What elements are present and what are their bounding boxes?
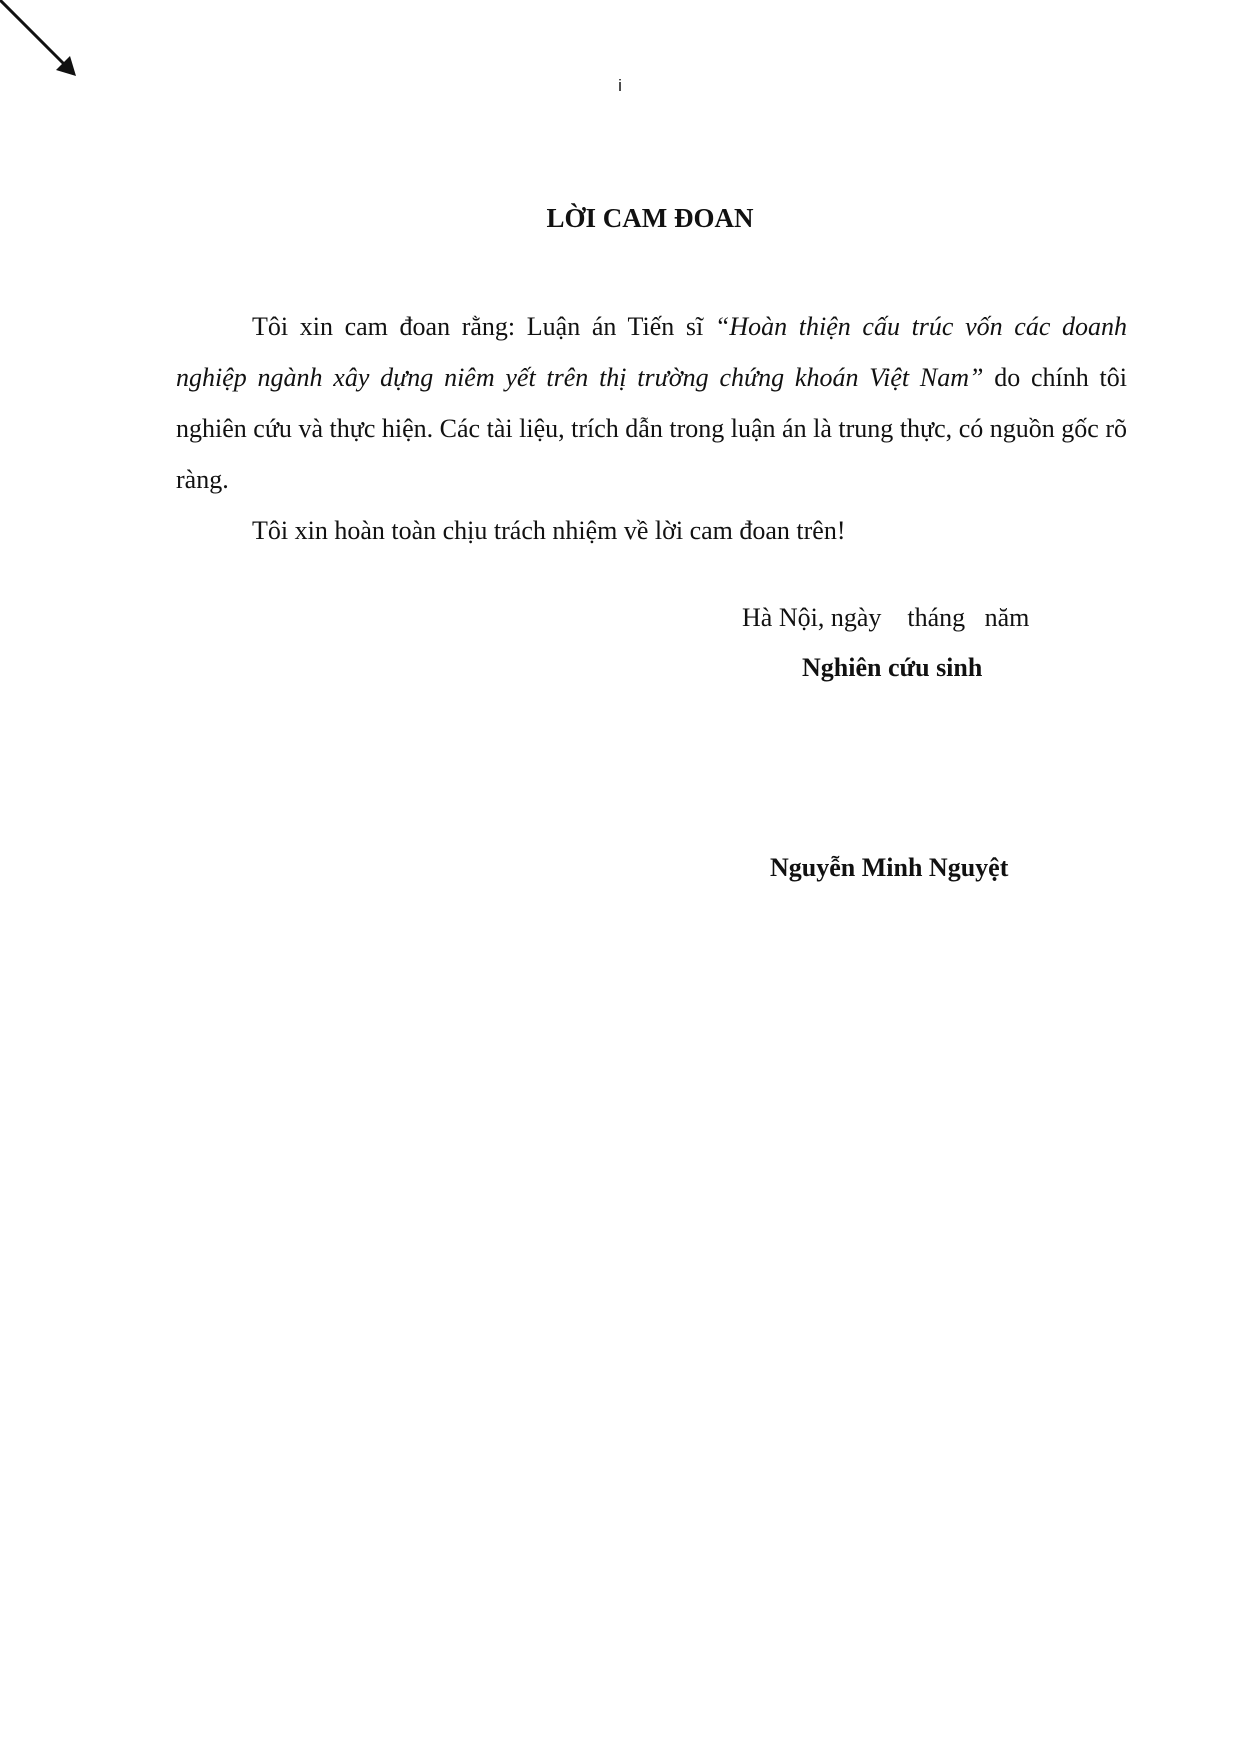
paragraph-rest: do chính tôi nghiên cứu và thực hiện. Các tài liệu, trích dẫn trong luận án là trung thực, có nguồn gốc rõ ràng. — [176, 363, 1127, 494]
page-title: LỜI CAM ĐOAN — [546, 203, 754, 233]
page-number: i — [618, 76, 622, 95]
declaration-body — [176, 301, 1127, 556]
declaration-paragraph-1 — [176, 301, 1127, 505]
paragraph-intro: Tôi xin cam đoan rằng: Luận án Tiến sĩ — [252, 312, 715, 341]
signer-role: Nghiên cứu sinh — [802, 653, 983, 682]
signer-name: Nguyễn Minh Nguyệt — [770, 853, 1009, 882]
date-line: Hà Nội, ngày tháng năm — [742, 603, 1030, 632]
declaration-paragraph-2: Tôi xin hoàn toàn chịu trách nhiệm về lời cam đoan trên! — [252, 516, 846, 545]
thesis-title: “Hoàn thiện cấu trúc vốn các doanh nghiệp ngành xây dựng niêm yết trên thị trường chứng khoán Việt Nam” — [176, 312, 1127, 392]
